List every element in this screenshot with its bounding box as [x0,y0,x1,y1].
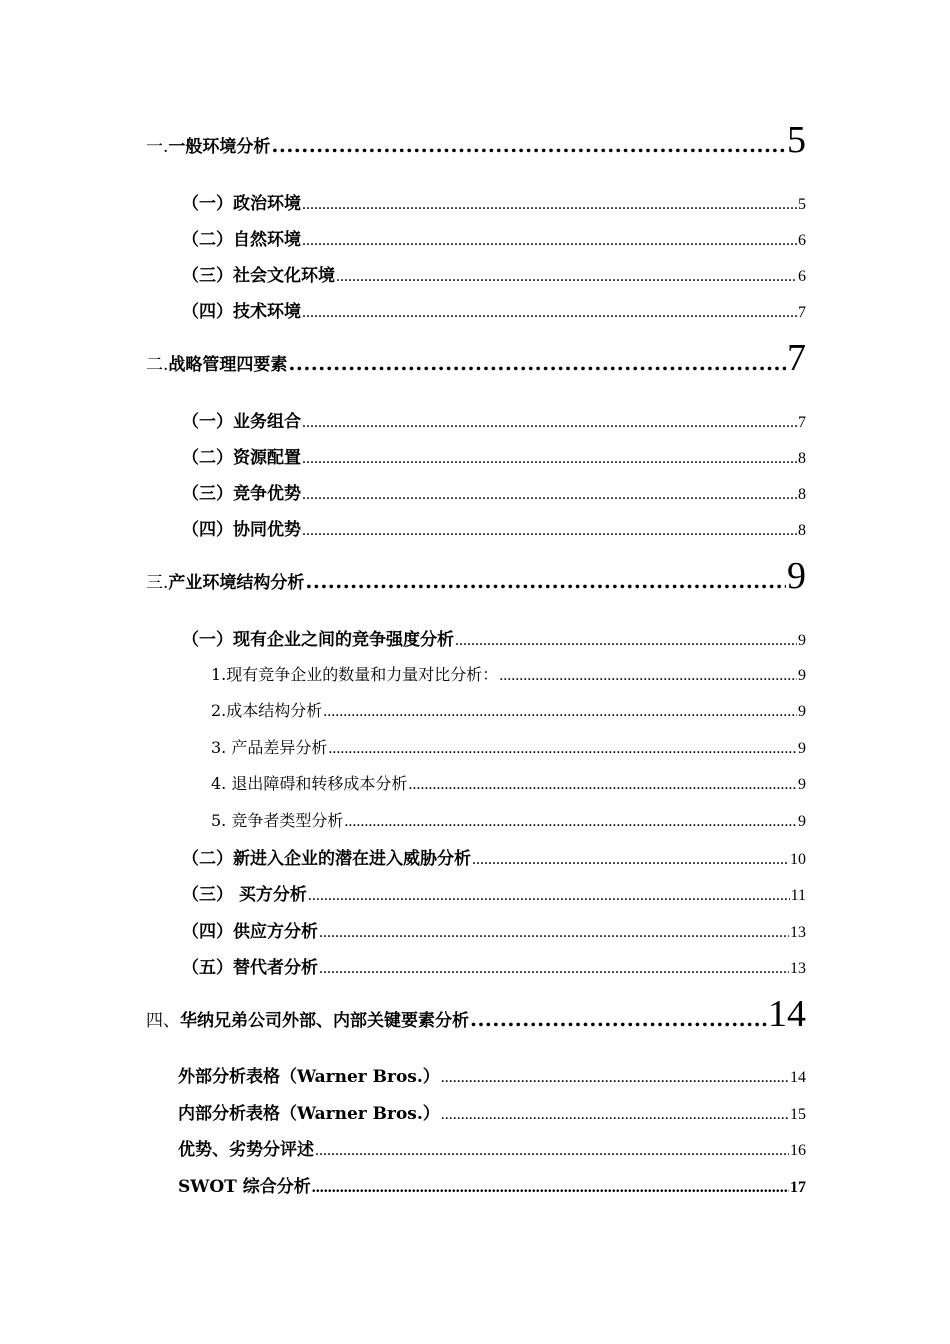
toc-section-1[interactable] [146,118,806,162]
item-title: 买方分析 [233,885,307,905]
item-title: 资源配置 [233,448,301,468]
toc-item[interactable] [182,189,806,214]
dot-leader [302,486,797,504]
item-title: 新进入企业的潜在进入威胁分析 [233,849,471,869]
page-number: 11 [790,887,806,904]
toc-item[interactable] [182,225,806,250]
page-number: 8 [798,522,806,539]
item-number: （一） [182,194,233,214]
page-number: 15 [790,1106,806,1123]
dot-leader [271,133,786,157]
dot-leader [441,1069,789,1087]
page-number: 5 [798,196,806,213]
page-number: 9 [798,667,806,684]
item-number: （三） [182,266,233,286]
page-number: 14 [790,1069,806,1086]
item-number: （四） [182,922,233,942]
toc-section-3[interactable] [146,554,806,598]
subitem-title: 2.成本结构分析 [211,701,323,720]
item-title: 内部分析表格（Warner Bros.） [178,1104,440,1124]
toc-item[interactable] [182,953,806,978]
page-number: 13 [790,924,806,941]
toc-item[interactable] [182,917,806,942]
toc-subitem[interactable] [211,698,806,721]
page-number: 16 [790,1142,806,1159]
page-number: 8 [798,450,806,467]
toc-subitem[interactable] [211,662,806,685]
toc-item[interactable] [182,261,806,286]
page-number: 7 [798,414,806,431]
page-number: 9 [787,555,806,597]
item-number: （四） [182,520,233,540]
page-number: 6 [798,268,806,285]
dot-leader [499,667,797,685]
item-title: 替代者分析 [233,958,318,978]
dot-leader [319,924,789,942]
page-number: 7 [798,304,806,321]
page-number: 13 [790,960,806,977]
toc-item[interactable] [178,1062,806,1087]
toc-item[interactable] [182,479,806,504]
toc-item[interactable] [182,880,806,905]
dot-leader [336,268,797,286]
dot-leader [319,960,789,978]
subitem-title: 1.现有竞争企业的数量和力量对比分析： [211,665,499,684]
dot-leader [312,1179,789,1197]
subitem-title: 5. 竞争者类型分析 [211,811,344,830]
dot-leader [308,887,790,905]
item-number: （四） [182,302,233,322]
item-number: （一） [182,630,233,650]
dot-leader [302,450,797,468]
toc-item[interactable] [178,1172,806,1197]
item-number: （三） [182,885,233,905]
toc-section-2[interactable] [146,336,806,380]
toc-item[interactable] [178,1099,806,1124]
section-number: 二. [146,355,169,375]
section-title: 战略管理四要素 [168,355,288,375]
dot-leader [302,232,797,250]
item-title: 竞争优势 [233,484,301,504]
dot-leader [302,522,797,540]
item-number: （一） [182,412,233,432]
page-number: 8 [798,486,806,503]
item-title: 业务组合 [233,412,301,432]
page-number: 9 [798,703,806,720]
item-number: （二） [182,849,233,869]
toc-subitem[interactable] [211,808,806,831]
dot-leader [288,351,786,375]
dot-leader [315,1142,789,1160]
item-title: 现有企业之间的竞争强度分析 [233,630,454,650]
toc-section-4[interactable] [146,992,806,1036]
page-number: 10 [790,851,806,868]
dot-leader [441,1106,789,1124]
dot-leader [472,851,789,869]
item-title: 供应方分析 [233,922,318,942]
dot-leader [328,740,797,758]
dot-leader [305,569,786,593]
page-number: 6 [798,232,806,249]
toc-item[interactable] [182,443,806,468]
item-title: 自然环境 [233,230,301,250]
toc-item[interactable] [182,515,806,540]
subitem-title: 4. 退出障碍和转移成本分析 [211,774,408,793]
section-title: 华纳兄弟公司外部、内部关键要素分析 [180,1011,469,1031]
subitem-title: 3. 产品差异分析 [211,738,328,757]
dot-leader [302,196,797,214]
item-number: （三） [182,484,233,504]
section-number: 一. [146,137,169,157]
page-number: 7 [787,337,806,379]
page-number: 14 [768,993,806,1035]
section-number: 三. [146,573,169,593]
toc-item[interactable] [182,297,806,322]
toc-item[interactable] [178,1135,806,1160]
toc-item[interactable] [182,407,806,432]
toc-subitem[interactable] [211,735,806,758]
toc-item[interactable] [182,844,806,869]
item-title: 政治环境 [233,194,301,214]
dot-leader [470,1007,767,1031]
section-title: 一般环境分析 [168,137,271,157]
section-number: 四、 [146,1011,180,1031]
item-title: 优势、劣势分评述 [178,1140,314,1160]
page-number: 9 [798,632,806,649]
dot-leader [302,414,797,432]
section-title: 产业环境结构分析 [168,573,305,593]
item-title: 外部分析表格（Warner Bros.） [178,1067,440,1087]
dot-leader [408,776,797,794]
page-number: 5 [787,119,806,161]
item-title: 协同优势 [233,520,301,540]
page-number: 9 [798,813,806,830]
toc-item[interactable] [182,625,806,650]
dot-leader [344,813,797,831]
item-number: （二） [182,448,233,468]
page-number: 9 [798,776,806,793]
dot-leader [455,632,797,650]
item-title: SWOT 综合分析 [178,1177,311,1197]
dot-leader [302,304,797,322]
page-number: 17 [790,1179,806,1196]
toc-subitem[interactable] [211,771,806,794]
item-title: 技术环境 [233,302,301,322]
item-number: （五） [182,958,233,978]
item-title: 社会文化环境 [233,266,335,286]
page-number: 9 [798,740,806,757]
dot-leader [323,703,797,721]
item-number: （二） [182,230,233,250]
